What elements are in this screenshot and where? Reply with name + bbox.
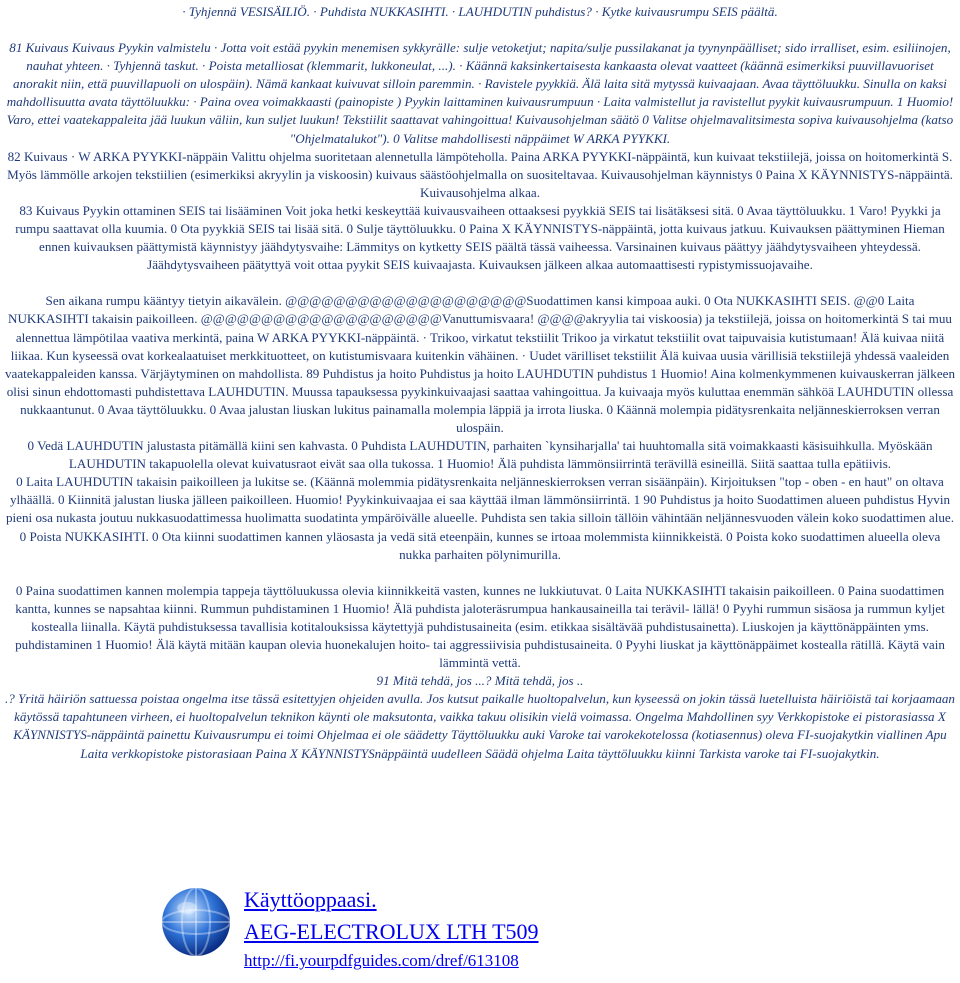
paragraph: 82 Kuivaus · W ARKA PYYKKI-näppäin Valittu ohjelma suoritetaan alennetulla lämpöteholla. Paina ARKA PYYKKI-näppäintä, kun kuivaat tekstiilejä, joissa on hoitomerkintä S. Myös lämmölle arkojen tekstiilien (esimerkiksi akryylin ja viskoosin) kuivaus säästöohjelmalla on suositeltavaa. Kuivausohjelman käynnistys 0 Paina X KÄYNNISTYS-näppäintä. Kuivausohjelma alkaa. xyxy=(7,148,953,200)
paragraph: 0 Laita LAUHDUTIN takaisin paikoilleen ja lukitse se. (Käännä molemmia pidätysrenkaita neljänneskierroksen verran sisäänpäin). Kirjoituksen "top - oben - en haut" on oltava ylhäällä. 0 Kiinnitä jalustan liuska jälleen paikoilleen. Huomio! Pyykinkuivaajaa ei saa käyttää ilman lämmönsiirrintä. 1 90 Puhdistus ja hoito Suodattimen alueen puhdistus Hyvin pieni osa nukasta joutuu nukkasuodattimessa huolimatta suodatinta ympäröivälle alueelle. Puhdista sen takia silloin tällöin vähintään neljännesvuoden välein koko suodattimen alue. 0 Poista NUKKASIHTI. 0 Ota kiinni suodattimen kannen yläosasta ja vedä sitä eteenpäin, kunnes se irtoaa molemmista kiinnikkeistä. 0 Poista koko suodattimen alueella oleva nukka parhaiten pölynimurilla. xyxy=(6,474,954,562)
paragraph-spacer xyxy=(4,21,956,39)
model-link[interactable]: AEG-ELECTROLUX LTH T509 xyxy=(244,919,539,944)
globe-icon xyxy=(160,886,232,958)
paragraph: 0 Paina suodattimen kannen molempia tappeja täyttöluukussa olevia kiinnikkeitä vasten, kunnes ne lukkiutuvat. 0 Laita NUKKASIHTI takaisin paikoilleen. 0 Paina suodattimen kantta, kunnes se napsahtaa kiinni. Rummun puhdistaminen 1 Huomio! Älä puhdista jaloteräsrumpua hankausaineilla tai terävil- lällä! 0 Pyyhi rummun sisäosa ja rummun kyljet kostealla liinalla. Käytä puhdistuksessa tavallisia kotitalouksissa käytettyjä puhdistusaineita (esim. etikkaa sisältävää puhdistusainetta). Liuskojen ja käyttönäppäinten yms. puhdistaminen 1 Huomio! Älä käytä mitään kaupan olevia huonekalujen hoito- tai aggressiivisia puhdistusaineita. 0 Pyyhi liuskat ja käyttönäppäimet kostealla rätillä. Käytä vain lämmintä vettä. xyxy=(15,582,945,671)
document-body xyxy=(4,3,956,763)
paragraph: 0 Vedä LAUHDUTIN jalustasta pitämällä kiini sen kahvasta. 0 Puhdista LAUHDUTIN, parhaiten `kynsiharjalla' tai huuhtomalla sitä voimakkaasti käsisuihkulla. Myöskään LAUHDUTIN takapuolella olevat kuivatusraot eivät saa olla tukossa. 1 Huomio! Älä puhdista lämmönsiirrintä terävillä esineillä. Siitä saattaa tulla epätiivis. xyxy=(27,438,933,472)
paragraph: 83 Kuivaus Pyykin ottaminen SEIS tai lisääminen Voit joka hetki keskeyttää kuivausvaiheen ottaaksesi pyykkiä SEIS tai lisätäksesi sitä. 0 Avaa täyttöluukku. 1 Varo! Pyykki ja rumpu saattavat olla kuumia. 0 Ota pyykkiä SEIS tai lisää sitä. 0 Sulje täyttöluukku. 0 Paina X KÄYNNISTYS-näppäintä, jotta kuivaus jatkuu. Kuivauksen päättyminen Hieman ennen kuivauksen päättymistä käynnistyy jäähdytysvaihe: Lämmitys on kytketty SEIS päältä tässä vaiheessa. Varsinainen kuivaus päättyy jäähdytysvaiheen yhteydessä. Jäähdytysvaiheen päätyttyä voit ottaa pyykit SEIS kuivaajasta. Kuivauksen jälkeen alkaa automaattisesti rypistymissuojavaihe. xyxy=(15,202,945,273)
user-guide-link[interactable]: Käyttöoppaasi. xyxy=(244,887,377,912)
paragraph: 91 Mitä tehdä, jos ...? Mitä tehdä, jos .. xyxy=(376,673,584,689)
paragraph: .? Yritä häiriön sattuessa poistaa ongelma itse tässä esitettyjen ohjeiden avulla. Jos kutsut paikalle huoltopalvelun, kun kyseessä on jokin tässä luetelluista häiriöistä tai korjaamaan käytössä tapahtuneen virheen, ei huoltopalvelun teknikon käynti ole maksutonta, vaikka takuu olisikin vielä voimassa. Ongelma Mahdollinen syy Verkkopistoke ei pistorasiassa X KÄYNNISTYS-näppäintä painettu Kuivausrumpu ei toimi Ohjelmaa ei ole säädetty Täyttöluukku auki Varoke tai varokekotelossa (kotiasennus) oleva FI-suojakytkin viallinen Apu Laita verkkopistoke pistorasiaan Paina X KÄYNNISTYSnäppäintä uudelleen Säädä ohjelma Laita täyttöluukku kiinni Tarkista varoke tai FI-suojakytkin. xyxy=(5,691,955,761)
url-link[interactable]: http://fi.yourpdfguides.com/dref/613108 xyxy=(244,951,519,970)
paragraph-spacer xyxy=(4,564,956,582)
paragraph: · Tyhjennä VESISÄILIÖ. · Puhdista NUKKASIHTI. · LAUHDUTIN puhdistus? · Kytke kuivausrumpu SEIS päältä. xyxy=(182,4,778,19)
paragraph: 81 Kuivaus Kuivaus Pyykin valmistelu · Jotta voit estää pyykin menemisen sykkyrälle: sulje vetoketjut; napita/sulje pussilakanat ja tyynynpäälliset; sido irralliset, esim. esiliinojen, nauhat yhteen. · Tyhjennä taskut. · Poista metalliosat (klemmarit, lukkoneulat, ...). · Käännä kaksinkertaisesta kankaasta olevat vaatteet (käännä esimerkiksi puuvillavuoriset anorakit niin, että puuvillapuoli on ulospäin). Nämä kankaat kuivuvat silloin paremmin. · Ravistele pyykkiä. Älä laita sitä mytyssä kuivaajaan. Avaa täyttöluukku. Sinulla on kaksi mahdollisuutta avata täyttöluukku: · Paina ovea voimakkaasti (painopiste ) Pyykin laittaminen kuivausrumpuun · Laita valmistellut ja ravistellut pyykit kuivausrumpuun. 1 Huomio! Varo, ettei vaatekappaleita jää luukun väliin, kun suljet luukun! Tekstiilit saattavat vahingoittua! Kuivausohjelman säätö 0 Valitse ohjelmavalitsimesta sopiva kuivausohjelma (katso "Ohjelmatalukot"). 0 Valitse mahdollisesti näppäimet W ARKA PYYKKI. xyxy=(6,40,954,146)
paragraph: Sen aikana rumpu kääntyy tietyin aikavälein. @@@@@@@@@@@@@@@@@@@@Suodattimen kansi kimpoaa auki. 0 Ota NUKKASIHTI SEIS. @@0 Laita NUKKASIHTI takaisin paikoilleen. @@@@@@@@@@@@@@@@@@@@Vanuttumisvaara! @@@@akryylia tai viskoosia) ja tekstiilejä, joissa on hoitomerkintä S tai muu alennettua lämpötilaa vaativa merkintä, paina W ARKA PYYKKI-näppäintä. · Trikoo, virkatut tekstiilit Trikoo ja virkatut tekstiilit ovat taipuvaisia kutistumaan! Älä kuivaa niitä liikaa. Kun kyseessä ovat korkealaatuiset merkkituotteet, on kutistumisvaara kuitenkin vähäinen. · Uudet värilliset tekstiilit Älä kuivaa uusia värillisiä tekstiilejä yhdessä vaaleiden vaatekappaleiden kanssa. Värjäytyminen on mahdollista. 89 Puhdistus ja hoito Puhdistus ja hoito LAUHDUTIN puhdistus 1 Huomio! Aina kolmenkymmenen kuivauskerran jälkeen olisi sinun ehdottomasti puhdistettava LAUHDUTIN. Muussa tapauksessa pyykinkuivaajasi saattaa vahingoittua. Ja kuivaaja myös kuluttaa enemmän sähköä LAUHDUTIN ollessa nukkaantunut. 0 Avaa täyttöluukku. 0 Avaa jalustan liuskan lukitus painamalla molempia läppiä ja irrota liuska. 0 Käännä molempia pidätysrenkaita neljänneskierroksen verran ulospäin. xyxy=(5,293,955,435)
footer xyxy=(160,884,800,974)
paragraph-spacer xyxy=(4,274,956,292)
